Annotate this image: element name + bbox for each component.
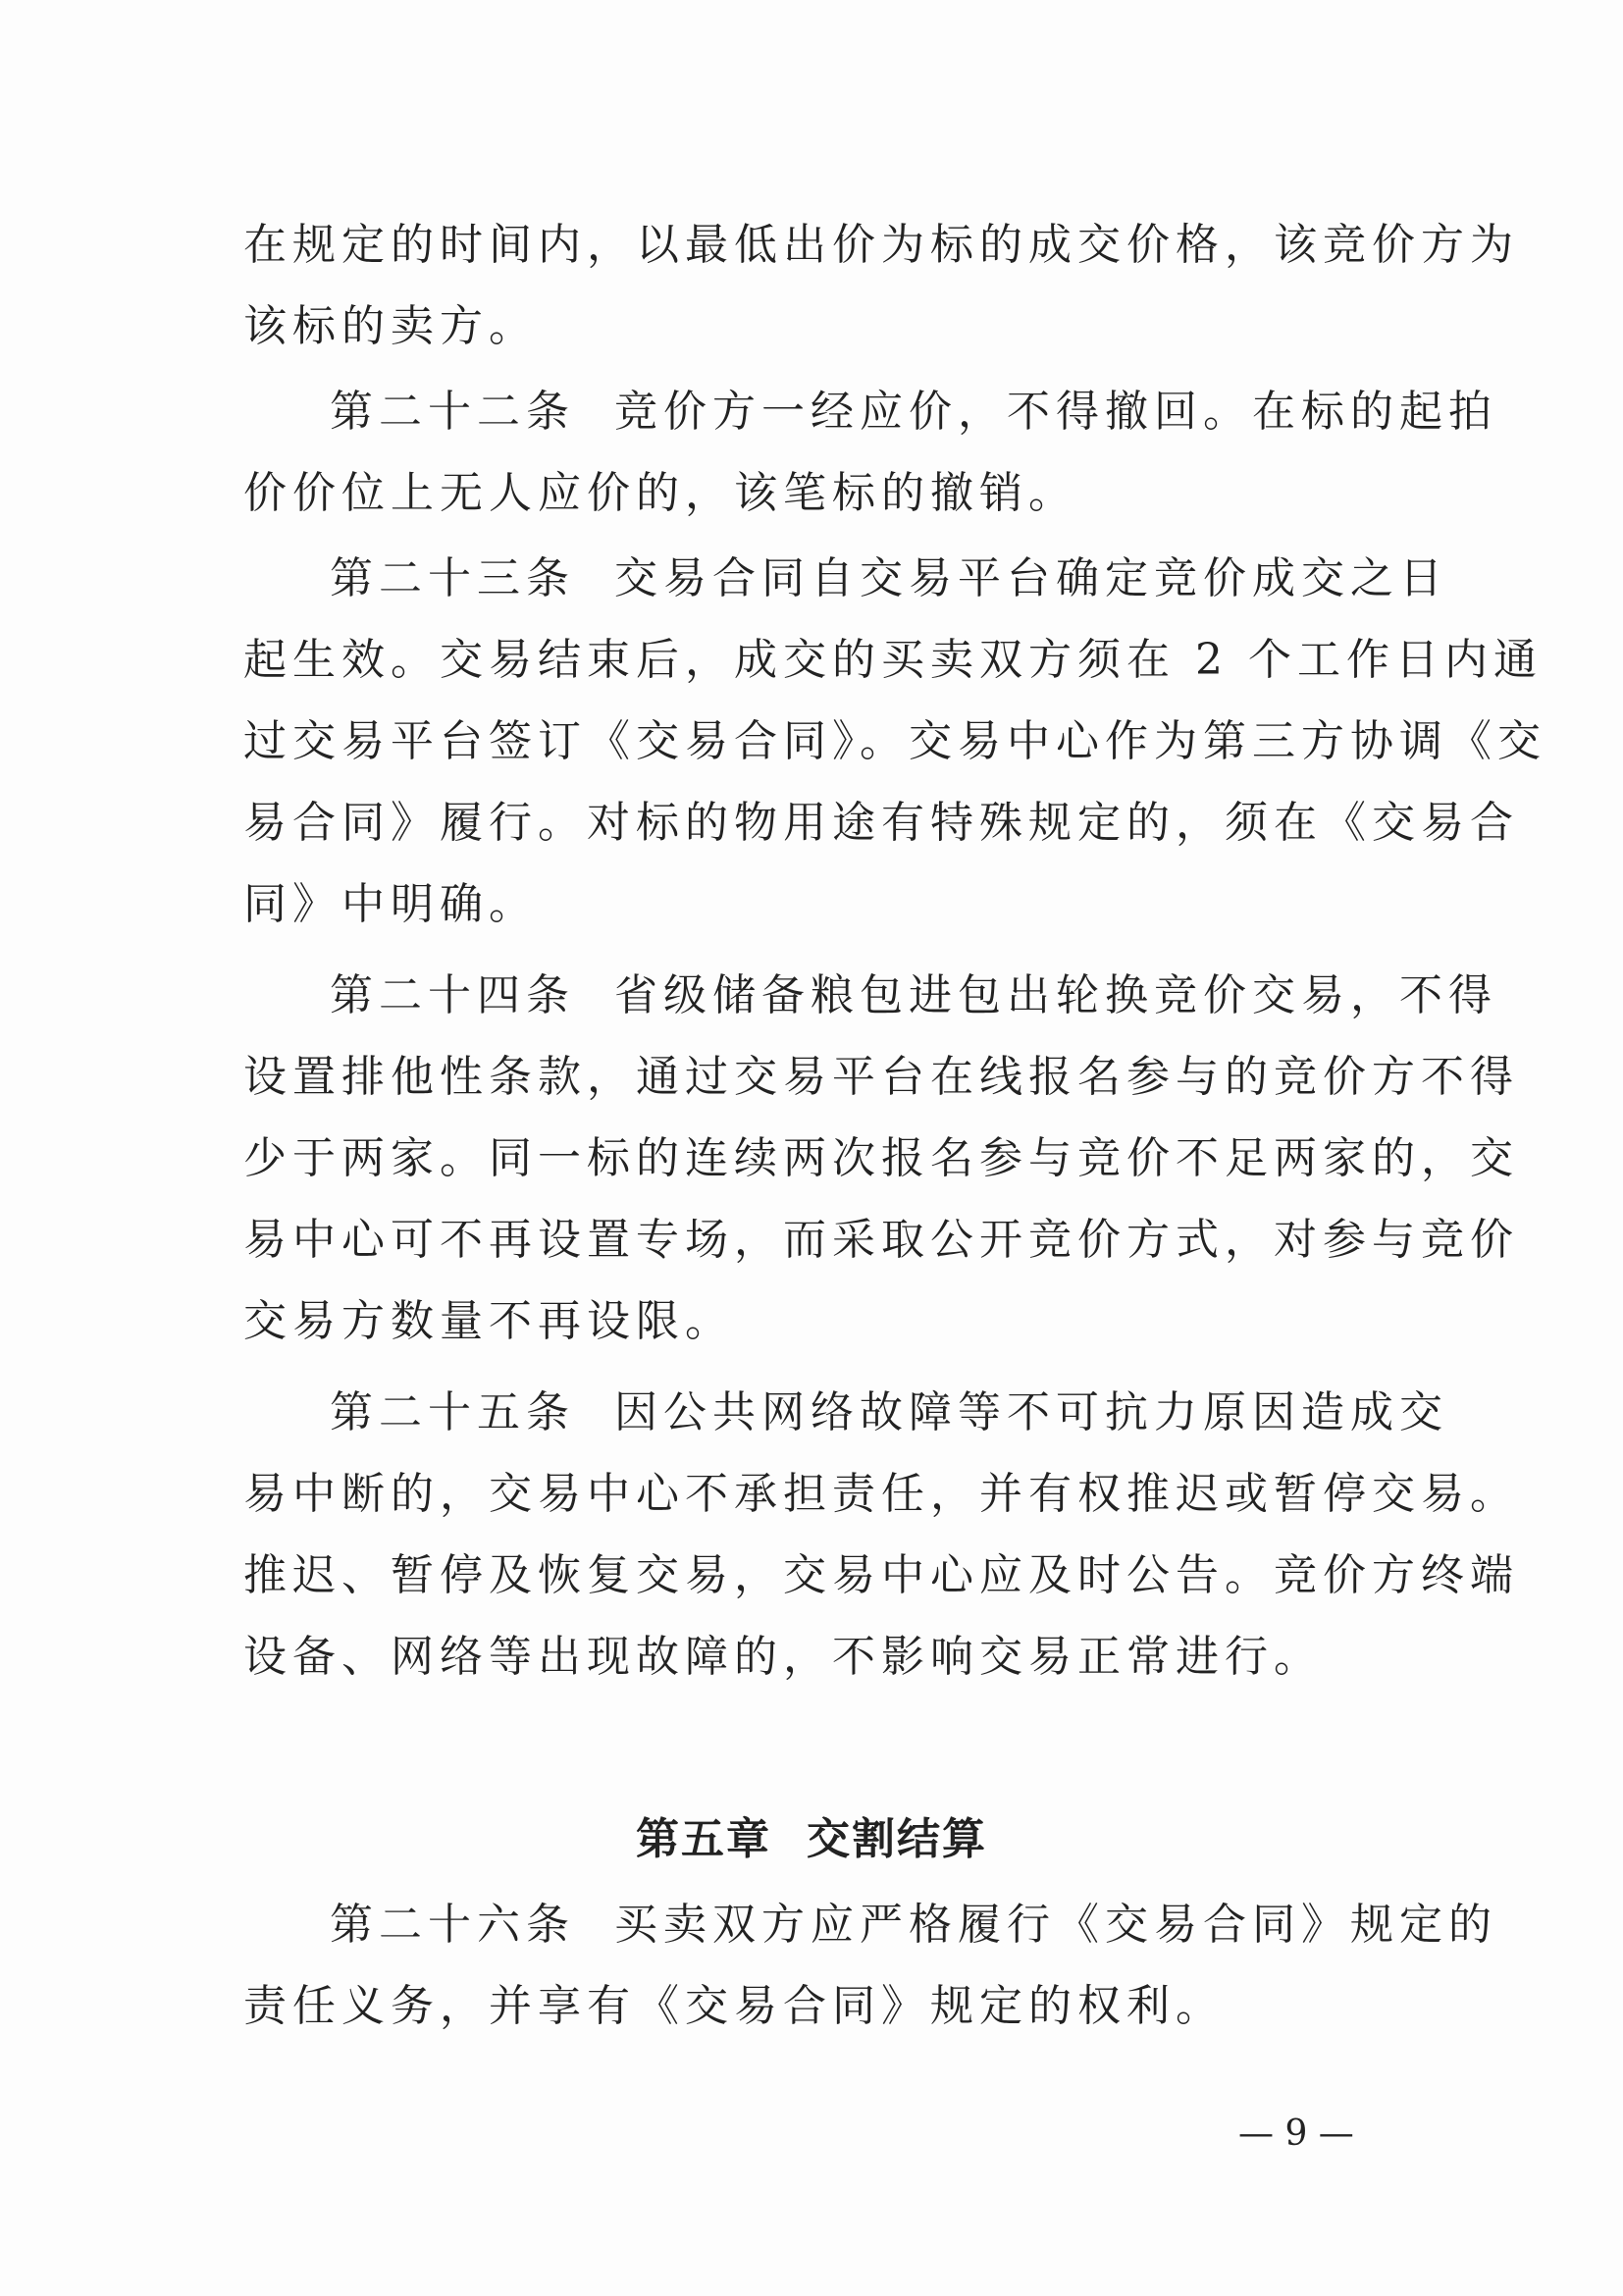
body-line: 过交易平台签订《交易合同》。交易中心作为第三方协调《交 [243, 716, 1546, 766]
body-line: 推迟、暂停及恢复交易，交易中心应及时公告。竞价方终端 [243, 1550, 1519, 1600]
body-line: 易中断的，交易中心不承担责任，并有权推迟或暂停交易。 [243, 1469, 1519, 1519]
chapter-title: 交割结算 [807, 1814, 987, 1864]
article-23-first-line: 第二十三条 交易合同自交易平台确定竞价成交之日 [330, 553, 1448, 603]
article-24-first-line: 第二十四条 省级储备粮包进包出轮换竞价交易，不得 [330, 970, 1497, 1020]
body-line: 少于两家。同一标的连续两次报名参与竞价不足两家的，交 [243, 1133, 1519, 1183]
body-line: 该标的卖方。 [243, 301, 538, 351]
article-22-first-line: 第二十二条 竞价方一经应价，不得撤回。在标的起拍 [330, 387, 1497, 437]
body-line: 易中心可不再设置专场，而采取公开竞价方式，对参与竞价 [243, 1215, 1519, 1265]
body-line: 设置排他性条款，通过交易平台在线报名参与的竞价方不得 [243, 1052, 1519, 1102]
chapter-heading [0, 1810, 1623, 1869]
article-23-label: 第二十三条 [330, 553, 575, 603]
body-line: 起生效。交易结束后，成交的买卖双方须在 2 个工作日内通 [243, 635, 1543, 685]
article-24-label: 第二十四条 [330, 970, 575, 1020]
body-line: 价价位上无人应价的，该笔标的撤销。 [243, 468, 1077, 518]
body-line: 设备、网络等出现故障的，不影响交易正常进行。 [243, 1632, 1323, 1682]
body-line: 同》中明确。 [243, 879, 538, 929]
article-26-label: 第二十六条 [330, 1900, 575, 1950]
page-number: — 9 — [1238, 2113, 1354, 2154]
body-line: 责任义务，并享有《交易合同》规定的权利。 [243, 1981, 1225, 2031]
body-line: 易合同》履行。对标的物用途有特殊规定的，须在《交易合 [243, 798, 1519, 848]
chapter-number: 第五章 [636, 1814, 771, 1864]
article-25-first-line: 第二十五条 因公共网络故障等不可抗力原因造成交 [330, 1387, 1448, 1437]
article-26-first-line: 第二十六条 买卖双方应严格履行《交易合同》规定的 [330, 1900, 1497, 1950]
body-line: 在规定的时间内，以最低出价为标的成交价格，该竞价方为 [243, 220, 1519, 270]
article-22-label: 第二十二条 [330, 387, 575, 437]
article-25-label: 第二十五条 [330, 1387, 575, 1437]
body-line: 交易方数量不再设限。 [243, 1296, 734, 1346]
